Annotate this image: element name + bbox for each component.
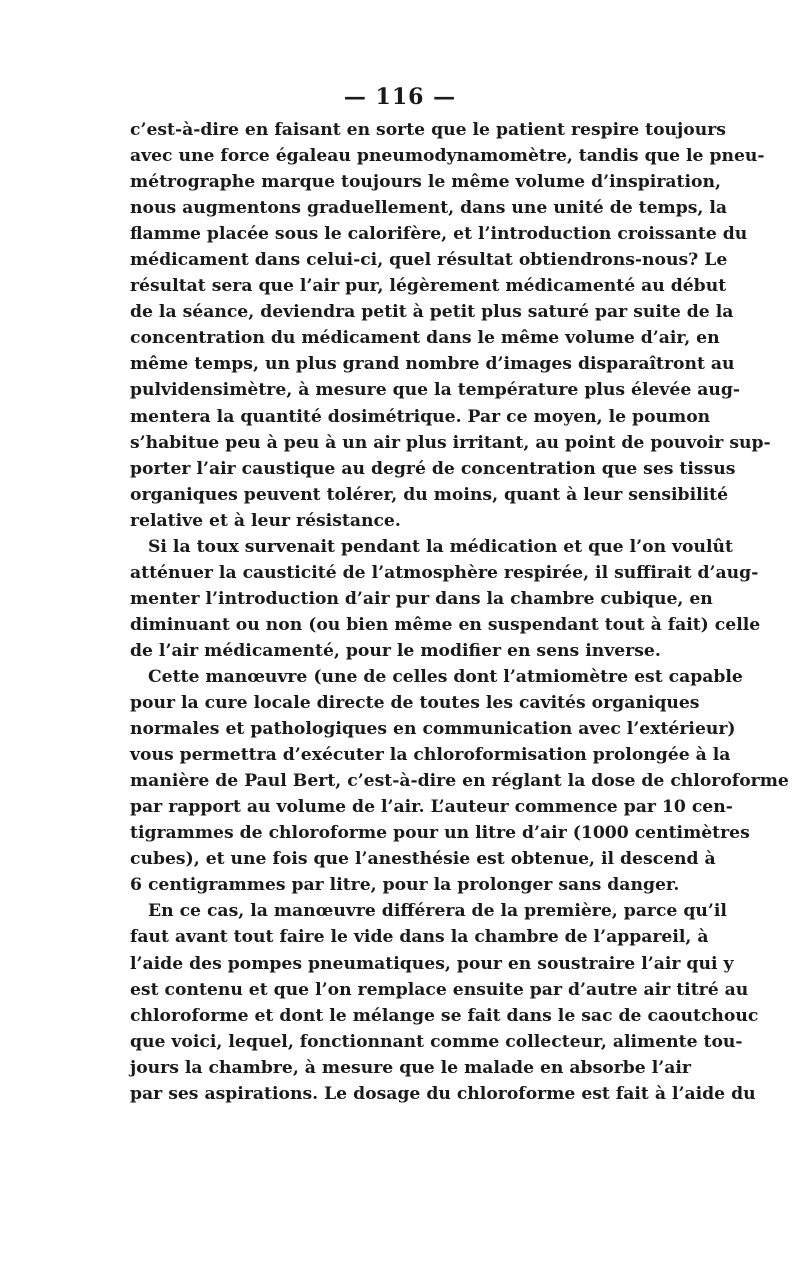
text-line: vous permettra d’exécuter la chloroformisation prolongée à la <box>130 745 731 766</box>
text-line: relative et à leur résistance. <box>130 510 401 531</box>
text-line: avec une force égaleau pneumodynamomètre, tandis que le pneu- <box>130 146 765 167</box>
text-line: organiques peuvent tolérer, du moins, quant à leur sensibilité <box>130 484 729 505</box>
text-line: manière de Paul Bert, c’est-à-dire en réglant la dose de chloroforme <box>130 771 789 792</box>
text-line: pulvidensimètre, à mesure que la température plus élevée aug- <box>130 380 741 401</box>
text-line: s’habitue peu à peu à un air plus irritant, au point de pouvoir sup- <box>130 432 771 453</box>
text-line: flamme placée sous le calorifère, et l’introduction croissante du <box>130 224 748 245</box>
page-number: — 116 — <box>343 84 457 110</box>
text-line: de l’air médicamenté, pour le modifier en sens inverse. <box>130 640 661 661</box>
text-line: Cette manœuvre (une de celles dont l’atmiomètre est capable <box>148 666 743 687</box>
text-line: pour la cure locale directe de toutes les cavités organiques <box>130 693 700 714</box>
text-line: médicament dans celui-ci, quel résultat obtiendrons-nous? Le <box>130 250 728 271</box>
paragraph-2 <box>130 534 761 664</box>
text-line: que voici, lequel, fonctionnant comme collecteur, alimente tou- <box>130 1031 743 1052</box>
text-line: métrographe marque toujours le même volume d’inspiration, <box>130 172 721 193</box>
paragraph-3 <box>130 664 789 898</box>
text-line: En ce cas, la manœuvre différera de la première, parce qu’il <box>148 901 727 922</box>
text-line: c’est-à-dire en faisant en sorte que le patient respire toujours <box>130 120 726 140</box>
text-line: concentration du médicament dans le même volume d’air, en <box>130 328 720 349</box>
text-line: Si la toux survenait pendant la médication et que l’on voulût <box>148 536 733 557</box>
text-line: chloroforme et dont le mélange se fait dans le sac de caoutchouc <box>130 1005 759 1026</box>
text-line: nous augmentons graduellement, dans une unité de temps, la <box>130 198 728 219</box>
text-line: normales et pathologiques en communication avec l’extérieur) <box>130 719 736 740</box>
text-line: tigrammes de chloroforme pour un litre d’air (1000 centimètres <box>130 823 750 844</box>
text-line: cubes), et une fois que l’anesthésie est obtenue, il descend à <box>130 849 716 870</box>
text-line: résultat sera que l’air pur, légèrement médicamenté au début <box>130 276 727 297</box>
body-text <box>130 117 789 1107</box>
text-line: par ses aspirations. Le dosage du chloroforme est fait à l’aide du <box>130 1083 756 1104</box>
text-line: mentera la quantité dosimétrique. Par ce moyen, le poumon <box>130 406 711 427</box>
text-line: de la séance, deviendra petit à petit plus saturé par suite de la <box>130 302 734 323</box>
text-line: diminuant ou non (ou bien même en suspendant tout à fait) celle <box>130 614 761 635</box>
text-line: atténuer la causticité de l’atmosphère respirée, il suffirait d’aug- <box>130 562 759 583</box>
paragraph-1 <box>130 117 771 534</box>
text-line: menter l’introduction d’air pur dans la chambre cubique, en <box>130 588 713 609</box>
text-line: est contenu et que l’on remplace ensuite par d’autre air titré au <box>130 979 749 1000</box>
text-line: jours la chambre, à mesure que le malade en absorbe l’air <box>130 1057 691 1078</box>
paragraph-4 <box>130 898 759 1106</box>
text-line: porter l’air caustique au degré de concentration que ses tissus <box>130 458 736 479</box>
text-line: faut avant tout faire le vide dans la chambre de l’appareil, à <box>130 927 709 948</box>
text-line: 6 centigrammes par litre, pour la prolonger sans danger. <box>130 875 680 896</box>
text-line: même temps, un plus grand nombre d’images disparaîtront au <box>130 354 735 375</box>
text-line: l’aide des pompes pneumatiques, pour en soustraire l’air qui y <box>130 953 734 974</box>
text-line: par rapport au volume de l’air. L’auteur commence par 10 cen- <box>130 797 733 818</box>
